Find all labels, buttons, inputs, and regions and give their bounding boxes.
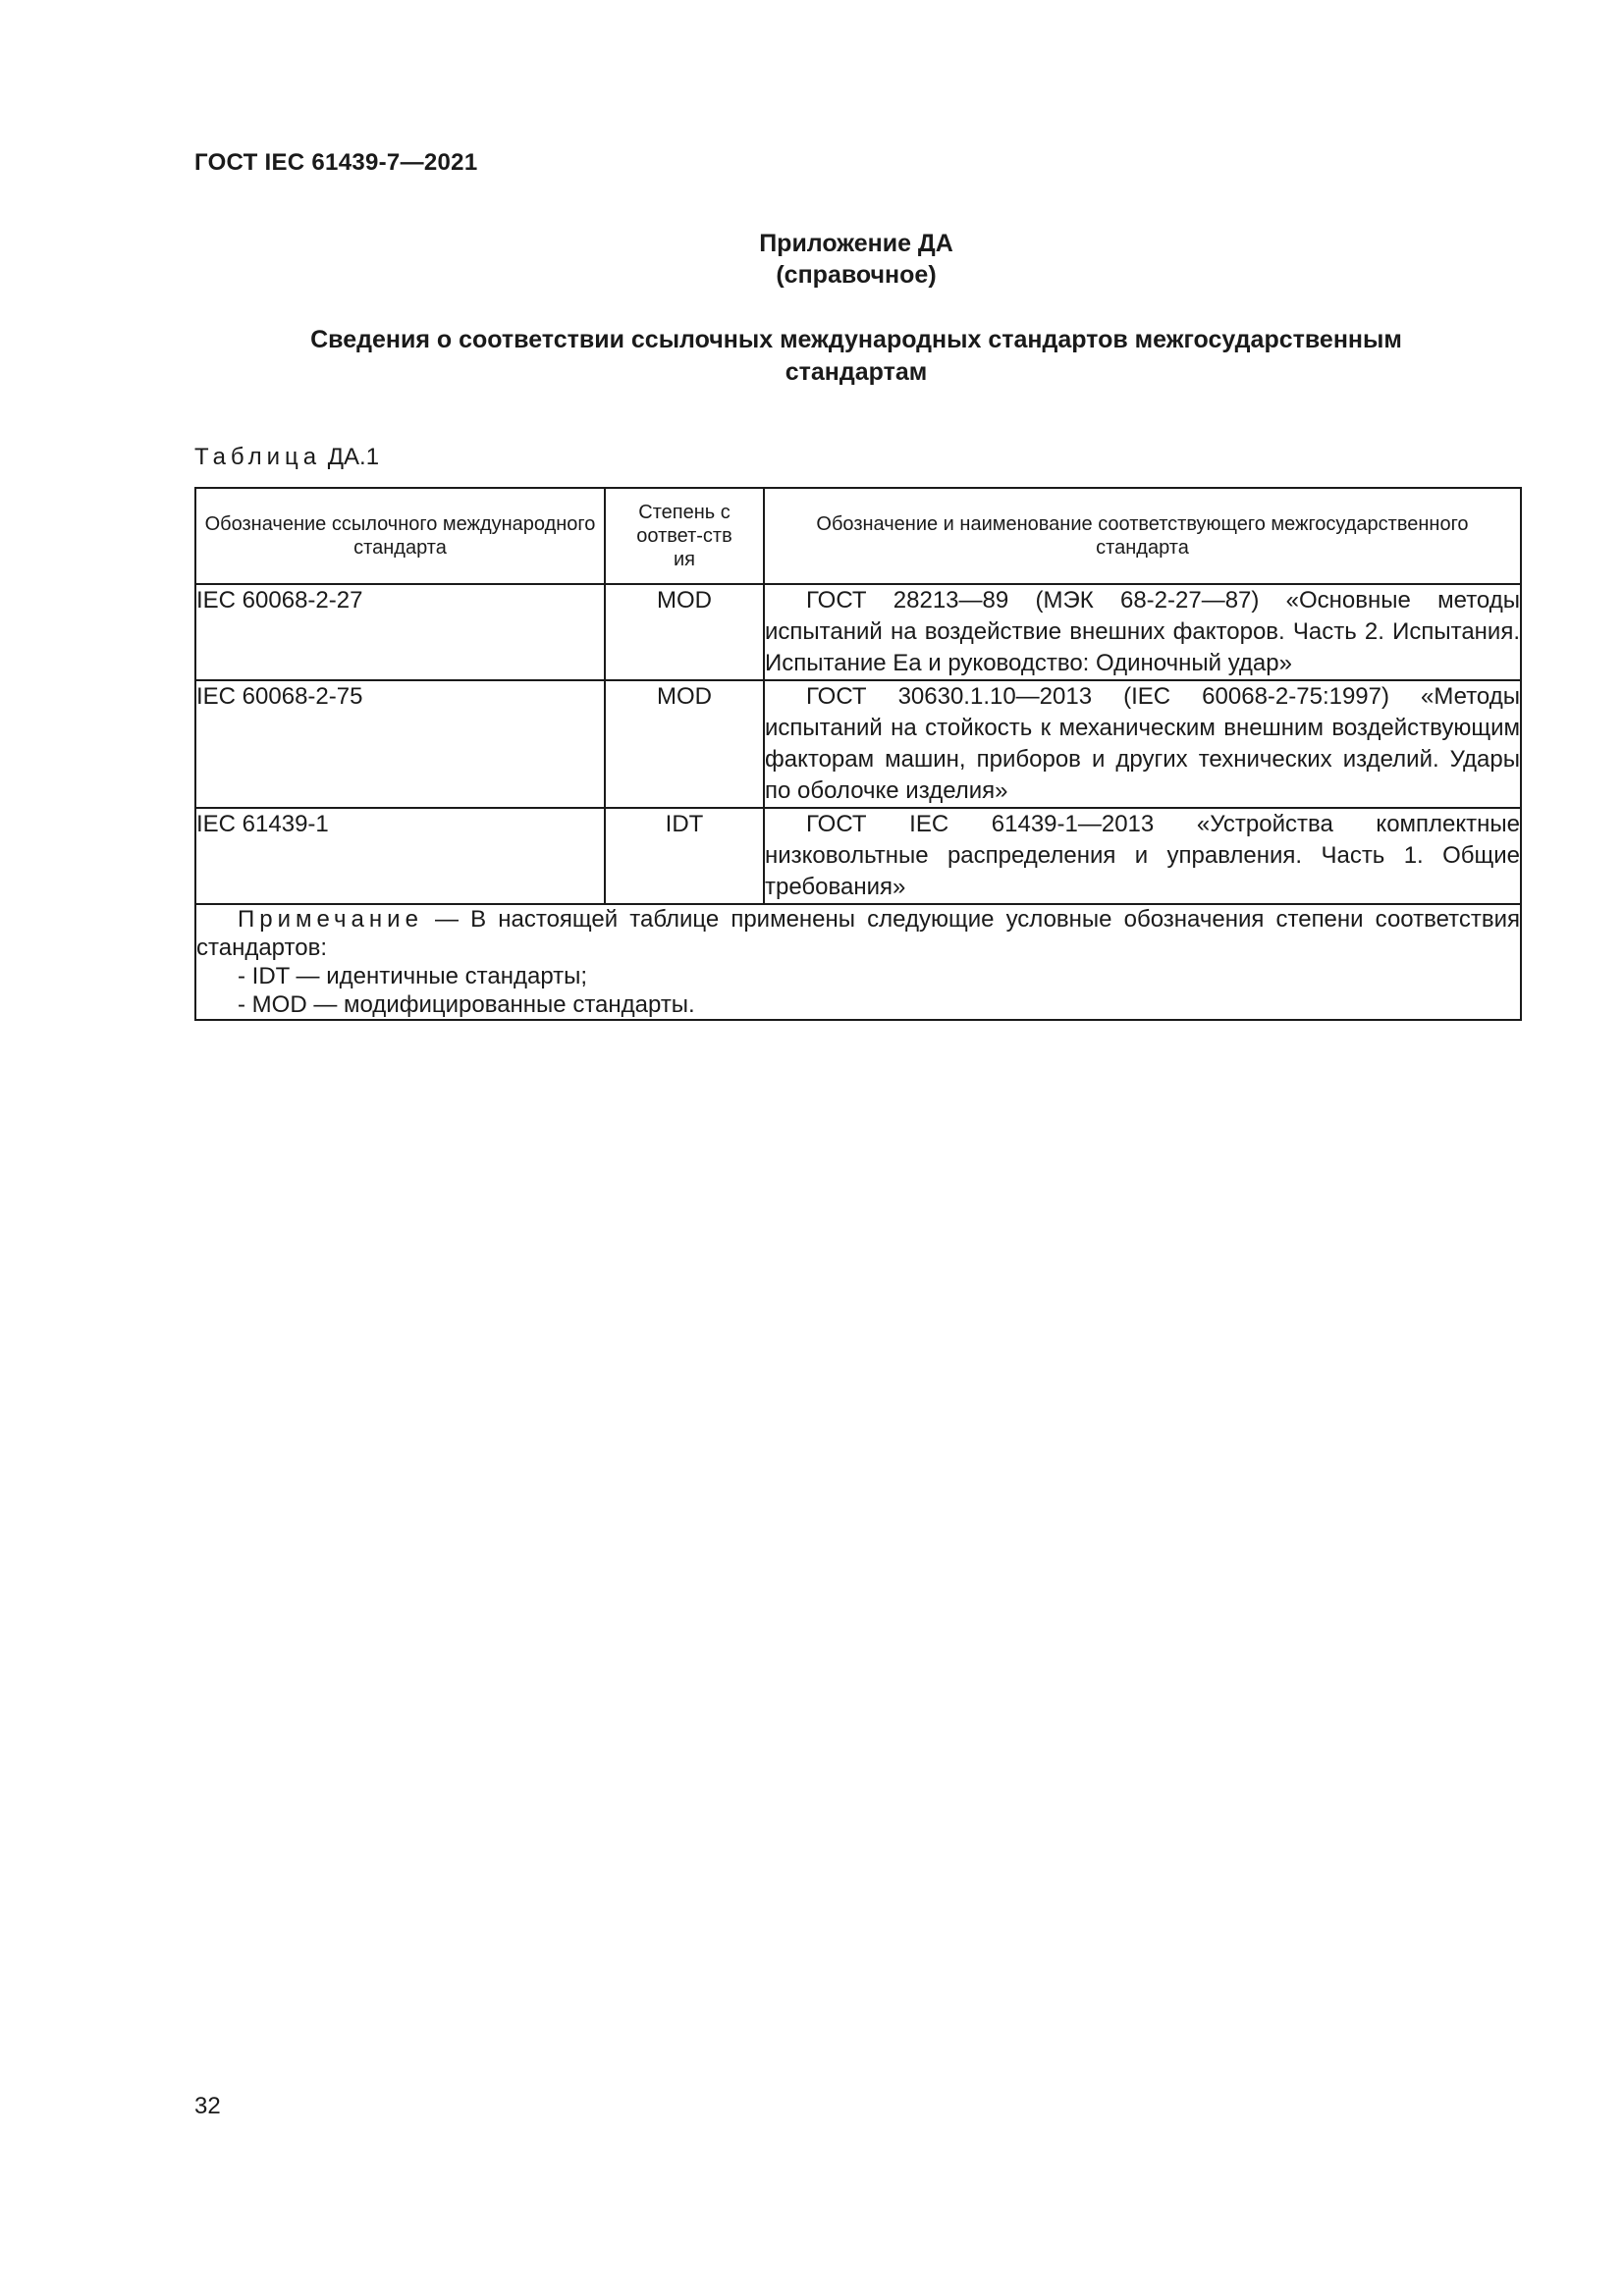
- header-gost-standard: Обозначение и наименование соответствующего межгосударственного стандарта: [764, 488, 1521, 584]
- document-code: ГОСТ IEC 61439-7—2021: [194, 149, 478, 176]
- table-caption-label: Таблица: [194, 444, 322, 470]
- annex-heading: [194, 324, 1518, 389]
- cell-standard: IEC 61439-1: [195, 808, 605, 904]
- annex-heading-line1: Сведения о соответствии ссылочных международных стандартов межгосударственным: [310, 326, 1402, 353]
- table-note: [195, 904, 1521, 1020]
- cell-standard: IEC 60068-2-27: [195, 584, 605, 680]
- table-note-row: [195, 904, 1521, 1020]
- note-paragraph: [196, 905, 1520, 962]
- annex-kind: (справочное): [776, 261, 937, 289]
- table-header-row: [195, 488, 1521, 584]
- header-intl-standard: Обозначение ссылочного международного стандарта: [195, 488, 605, 584]
- reference-table: [194, 487, 1522, 1021]
- table-row: [195, 680, 1521, 808]
- cell-degree: IDT: [605, 808, 764, 904]
- annex-title: Приложение ДА: [759, 230, 953, 257]
- note-item-mod: - MOD — модифицированные стандарты.: [238, 991, 695, 1018]
- cell-standard: IEC 60068-2-75: [195, 680, 605, 808]
- cell-gost: ГОСТ 28213—89 (МЭК 68-2-27—87) «Основные методы испытаний на воздействие внешних факторов. Часть 2. Испытания. Испытание Еа и руководство: Одиночный удар»: [764, 584, 1521, 680]
- header-degree: Степень соответ-ствия: [605, 488, 764, 584]
- cell-degree: MOD: [605, 680, 764, 808]
- note-label: Примечание: [238, 906, 423, 933]
- note-item-idt: - IDT — идентичные стандарты;: [238, 963, 588, 989]
- page-number: 32: [194, 2093, 221, 2119]
- cell-degree: MOD: [605, 584, 764, 680]
- cell-gost: ГОСТ IEC 61439-1—2013 «Устройства комплектные низковольтные распределения и управления. Часть 1. Общие требования»: [764, 808, 1521, 904]
- table-row: [195, 584, 1521, 680]
- table-row: [195, 808, 1521, 904]
- table-caption-number: ДА.1: [327, 444, 380, 470]
- cell-gost: ГОСТ 30630.1.10—2013 (IEC 60068-2-75:1997) «Методы испытаний на стойкость к механическим внешним воздействующим факторам машин, приборов и других технических изделий. Удары по оболочке изделия»: [764, 680, 1521, 808]
- table-caption: [194, 444, 379, 471]
- note-text: — В настоящей таблице применены следующие условные обозначения степени соответствия стандартов:: [196, 906, 1520, 961]
- annex-heading-line2: стандартам: [785, 358, 928, 386]
